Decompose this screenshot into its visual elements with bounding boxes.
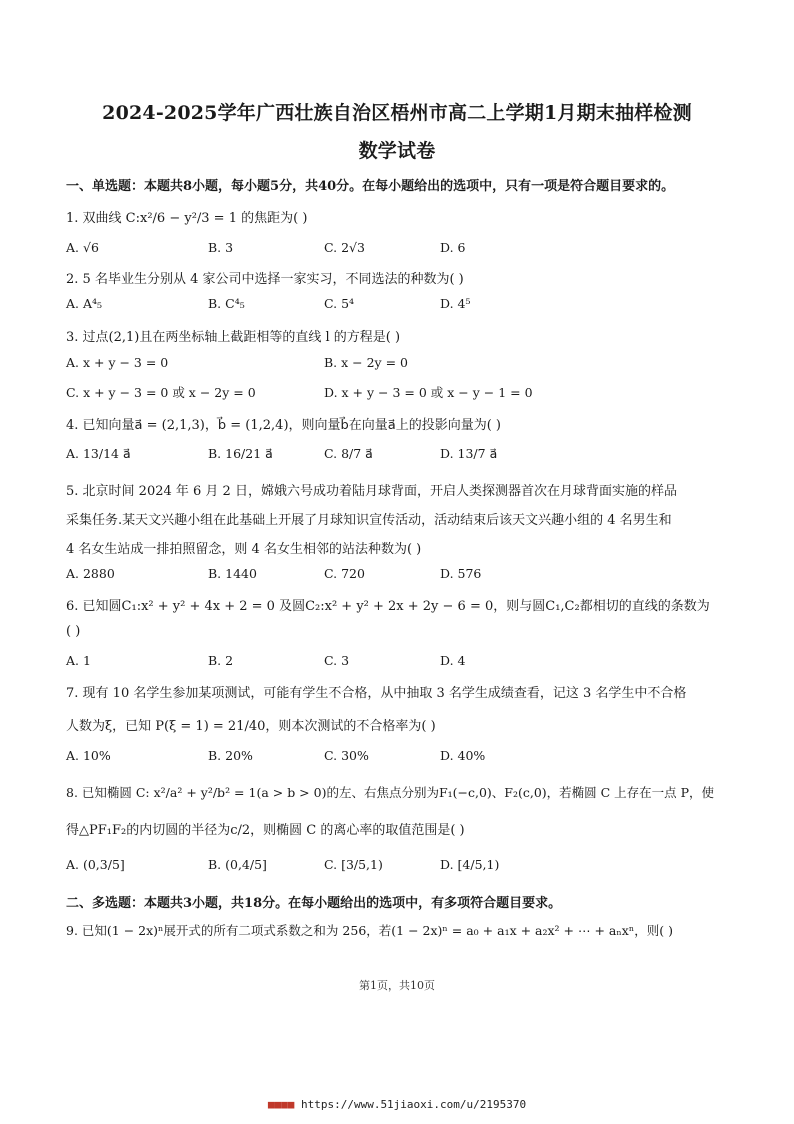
watermark-mark: ■■■■ (267, 1098, 295, 1111)
q3-option-b: B. x − 2y = 0 (324, 355, 408, 370)
q1-option-b: B. 3 (208, 240, 234, 255)
q6-option-a: A. 1 (66, 653, 91, 668)
q6-option-b: B. 2 (208, 653, 234, 668)
q6-option-d: D. 4 (440, 653, 466, 668)
question-2-stem: 2. 5 名毕业生分别从 4 家公司中选择一家实习，不同选法的种数为( ) (66, 272, 464, 287)
section-heading-single-choice: 一、单选题：本题共8小题，每小题5分，共40分。在每小题给出的选项中，只有一项是符合题目要求的。 (66, 179, 675, 194)
q4-option-d: D. 13/7 a⃗ (440, 446, 498, 461)
question-9-stem: 9. 已知(1 − 2x)ⁿ展开式的所有二项式系数之和为 256，若(1 − 2x)ⁿ = a₀ + a₁x + a₂x² + ⋯ + aₙxⁿ，则( ) (66, 923, 673, 938)
question-1-stem: 1. 双曲线 C:x²/6 − y²/3 = 1 的焦距为( ) (66, 211, 308, 226)
question-4-stem: 4. 已知向量a⃗ = (2,1,3)，b⃗ = (1,2,4)，则向量b⃗在向量a⃗上的投影向量为( ) (66, 418, 502, 433)
question-5-line-2: 采集任务.某天文兴趣小组在此基础上开展了月球知识宣传活动，活动结束后该天文兴趣小组的 4 名男生和 (66, 513, 672, 528)
q5-option-c: C. 720 (324, 566, 365, 581)
q7-option-c: C. 30% (324, 748, 369, 763)
question-7-line-1: 7. 现有 10 名学生参加某项测试，可能有学生不合格，从中抽取 3 名学生成绩查看，记这 3 名学生中不合格 (66, 686, 687, 701)
q4-option-a: A. 13/14 a⃗ (66, 446, 131, 461)
q5-option-a: A. 2880 (66, 566, 115, 581)
q8-option-a: A. (0,3/5] (66, 857, 125, 872)
question-5-line-1: 5. 北京时间 2024 年 6 月 2 日，嫦娥六号成功着陆月球背面，开启人类探测器首次在月球背面实施的样品 (66, 484, 677, 499)
q8-option-b: B. (0,4/5] (208, 857, 267, 872)
exam-title: 2024-2025学年广西壮族自治区梧州市高二上学期1月期末抽样检测 (102, 102, 692, 124)
question-7-line-2: 人数为ξ，已知 P(ξ = 1) = 21/40，则本次测试的不合格率为( ) (66, 719, 436, 734)
q7-option-d: D. 40% (440, 748, 486, 763)
page-footer: 第1页，共10页 (359, 979, 435, 992)
q4-option-b: B. 16/21 a⃗ (208, 446, 273, 461)
watermark-url[interactable]: https://www.51jiaoxi.com/u/2195370 (300, 1098, 527, 1111)
q7-option-a: A. 10% (66, 748, 111, 763)
q2-option-d: D. 4⁵ (440, 296, 471, 311)
q1-option-a: A. √6 (66, 240, 99, 255)
q1-option-d: D. 6 (440, 240, 466, 255)
q2-option-b: B. C⁴₅ (208, 296, 245, 311)
q4-option-c: C. 8/7 a⃗ (324, 446, 373, 461)
q5-option-b: B. 1440 (208, 566, 257, 581)
q8-option-c: C. [3/5,1) (324, 857, 383, 872)
q5-option-d: D. 576 (440, 566, 482, 581)
watermark (0, 1098, 794, 1111)
question-6-line-1: 6. 已知圆C₁:x² + y² + 4x + 2 = 0 及圆C₂:x² + y² + 2x + 2y − 6 = 0，则与圆C₁,C₂都相切的直线的条数为 (66, 599, 710, 614)
exam-subtitle: 数学试卷 (358, 140, 436, 162)
q3-option-c: C. x + y − 3 = 0 或 x − 2y = 0 (66, 385, 256, 400)
q8-option-d: D. [4/5,1) (440, 857, 500, 872)
question-8-line-1: 8. 已知椭圆 C: x²/a² + y²/b² = 1(a > b > 0)的左、右焦点分别为F₁(−c,0)、F₂(c,0)，若椭圆 C 上存在一点 P，使 (66, 785, 715, 800)
q1-option-c: C. 2√3 (324, 240, 365, 255)
q6-option-c: C. 3 (324, 653, 350, 668)
q2-option-c: C. 5⁴ (324, 296, 355, 311)
q3-option-d: D. x + y − 3 = 0 或 x − y − 1 = 0 (324, 385, 533, 400)
q2-option-a: A. A⁴₅ (66, 296, 103, 311)
question-5-line-3: 4 名女生站成一排拍照留念，则 4 名女生相邻的站法种数为( ) (66, 542, 422, 557)
question-3-stem: 3. 过点(2,1)且在两坐标轴上截距相等的直线 l 的方程是( ) (66, 330, 401, 345)
question-8-line-2: 得△PF₁F₂的内切圆的半径为c/2，则椭圆 C 的离心率的取值范围是( ) (66, 823, 465, 838)
q3-option-a: A. x + y − 3 = 0 (66, 355, 169, 370)
q7-option-b: B. 20% (208, 748, 253, 763)
section-heading-multi-choice: 二、多选题：本题共3小题，共18分。在每小题给出的选项中，有多项符合题目要求。 (66, 896, 562, 911)
question-6-line-2: ( ) (66, 624, 81, 639)
